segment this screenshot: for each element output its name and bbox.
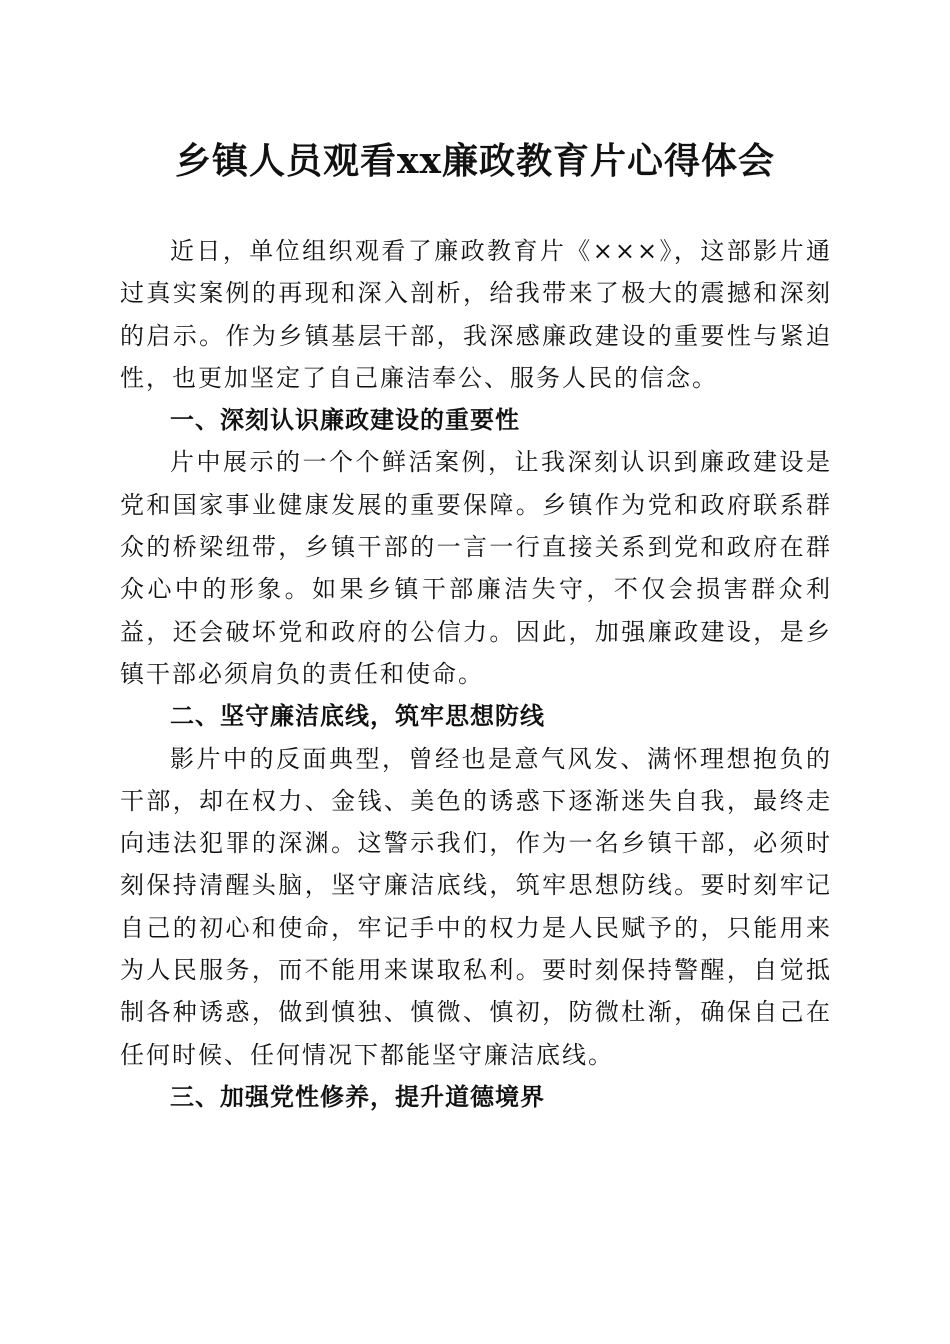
section-2-paragraph: 影片中的反面典型，曾经也是意气风发、满怀理想抱负的干部，却在权力、金钱、美色的诱惑下逐渐迷失自我，最终走向违法犯罪的深渊。这警示我们，作为一名乡镇干部，必须时刻保持清醒头脑，坚守廉洁底线，筑牢思想防线。要时刻牢记自己的初心和使命，牢记手中的权力是人民赋予的，只能用来为人民服务，而不能用来谋取私利。要时刻保持警醒，自觉抵制各种诱惑，做到慎独、慎微、慎初，防微杜渐，确保自己在任何时候、任何情况下都能坚守廉洁底线。 [120, 744, 832, 1069]
section-3-heading: 三、加强党性修养，提升道德境界 [170, 1082, 545, 1111]
document-title: 乡镇人员观看xx廉政教育片心得体会 [175, 140, 775, 182]
section-1-heading: 一、深刻认识廉政建设的重要性 [170, 406, 520, 435]
document-body [120, 230, 832, 1118]
section-1-paragraph: 片中展示的一个个鲜活案例，让我深刻认识到廉政建设是党和国家事业健康发展的重要保障。乡镇作为党和政府联系群众的桥梁纽带，乡镇干部的一言一行直接关系到党和政府在群众心中的形象。如果乡镇干部廉洁失守，不仅会损害群众利益，还会破坏党和政府的公信力。因此，加强廉政建设，是乡镇干部必须肩负的责任和使命。 [120, 448, 832, 688]
section-2-heading: 二、坚守廉洁底线，筑牢思想防线 [170, 702, 545, 731]
intro-paragraph: 近日，单位组织观看了廉政教育片《×××》，这部影片通过真实案例的再现和深入剖析，给我带来了极大的震撼和深刻的启示。作为乡镇基层干部，我深感廉政建设的重要性与紧迫性，也更加坚定了自己廉洁奉公、服务人民的信念。 [120, 237, 832, 392]
